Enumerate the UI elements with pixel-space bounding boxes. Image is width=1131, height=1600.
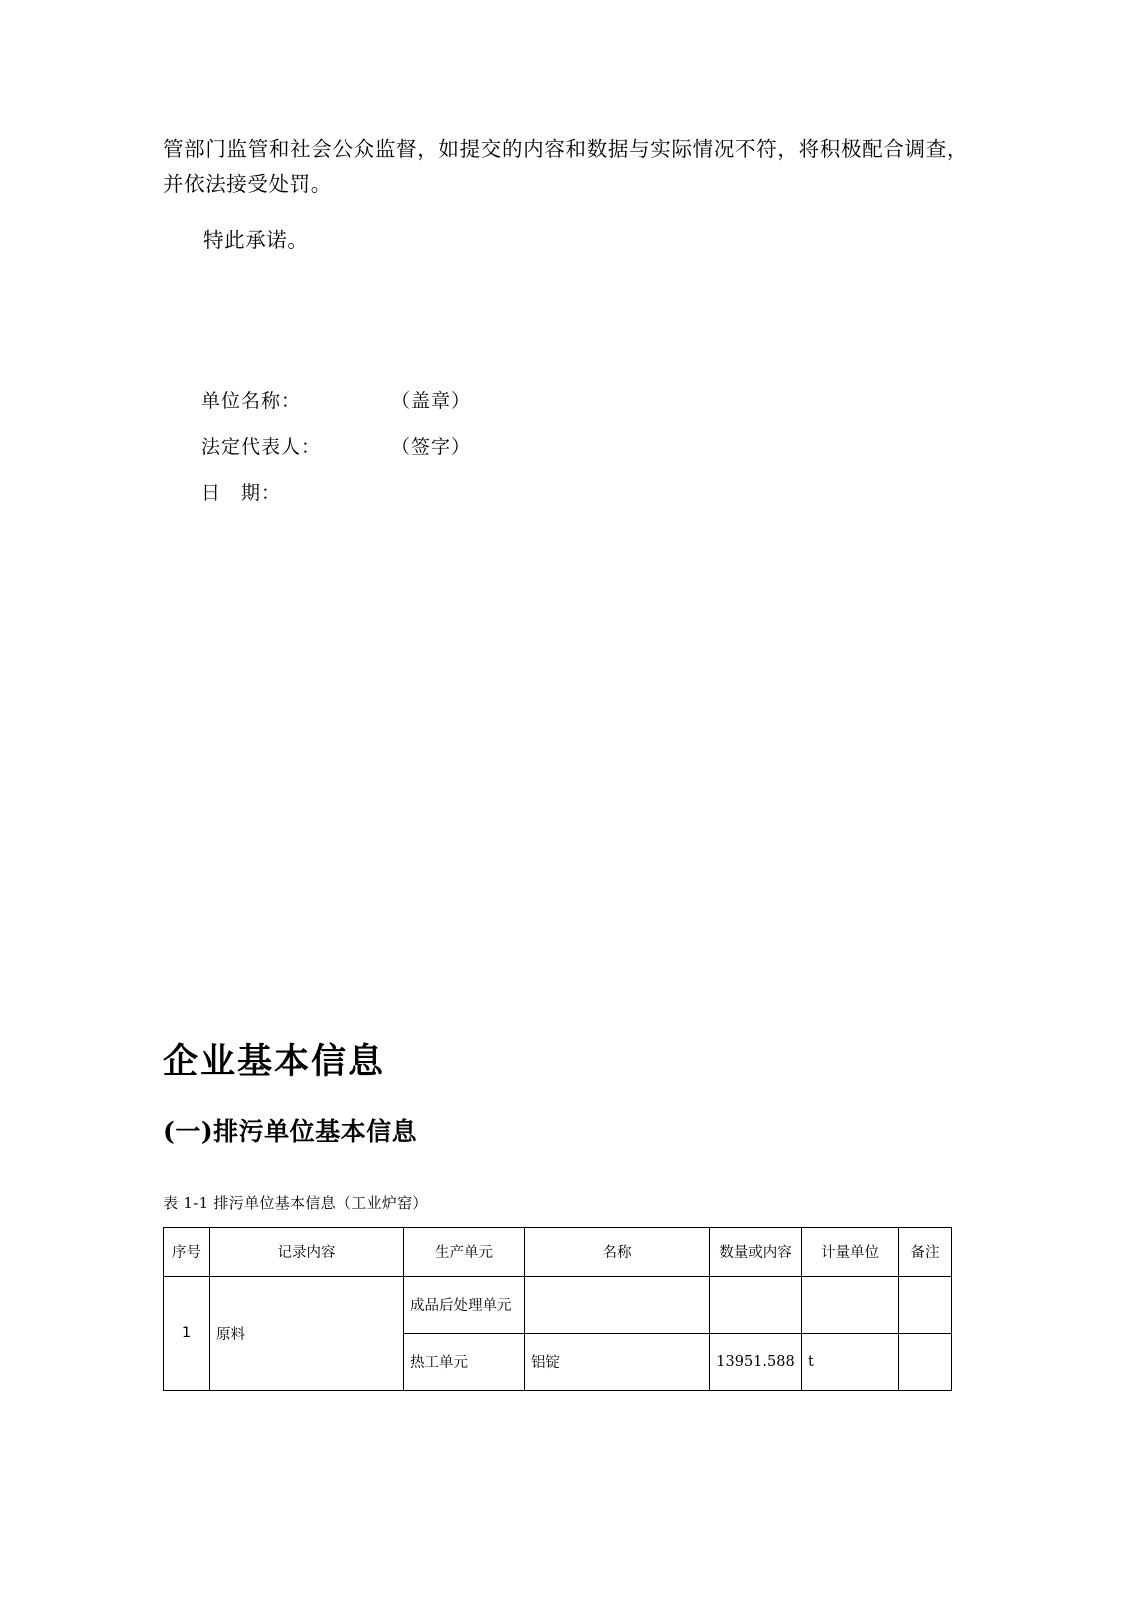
page-title: 企业基本信息 [163,1040,386,1082]
cell-index: 1 [164,1276,210,1390]
commitment-paragraph: 管部门监管和社会公众监督，如提交的内容和数据与实际情况不符，将积极配合调查，并依法接受处罚。 [163,137,968,196]
cell-production-unit: 成品后处理单元 [404,1276,525,1333]
signature-row-date [201,478,968,524]
signature-sign-note: （签字） [391,435,472,458]
table-header-content: 记录内容 [210,1227,404,1276]
page-content [163,0,968,1391]
table-header-row [164,1227,952,1276]
table-header-index: 序号 [164,1227,210,1276]
signature-label-company: 单位名称： [201,389,302,412]
table-header-remark: 备注 [899,1227,952,1276]
cell-remark [899,1276,952,1333]
signature-row-legal-rep [201,432,968,478]
table-header-name: 名称 [525,1227,710,1276]
signature-label-legal-rep: 法定代表人： [201,435,322,458]
signature-block [201,386,968,524]
signature-seal-note: （盖章） [391,389,472,412]
basic-info-table [163,1227,952,1391]
cell-amount: 13951.588 [710,1333,802,1390]
table-caption: 表 1-1 排污单位基本信息（工业炉窑） [163,1193,428,1212]
signature-label-date: 日 期： [201,481,282,504]
cell-name [525,1276,710,1333]
cell-remark [899,1333,952,1390]
table-header-unit: 生产单元 [404,1227,525,1276]
cell-production-unit: 热工单元 [404,1333,525,1390]
table-header-measure: 计量单位 [802,1227,899,1276]
cell-name: 铝锭 [525,1333,710,1390]
signature-row-company [201,386,968,432]
cell-measure: t [802,1333,899,1390]
subsection-title: (一)排污单位基本信息 [163,1116,418,1146]
table-header-amount: 数量或内容 [710,1227,802,1276]
cell-amount [710,1276,802,1333]
table-row [164,1276,952,1333]
commitment-closing: 特此承诺。 [203,227,309,252]
cell-content: 原料 [210,1276,404,1390]
cell-measure [802,1276,899,1333]
